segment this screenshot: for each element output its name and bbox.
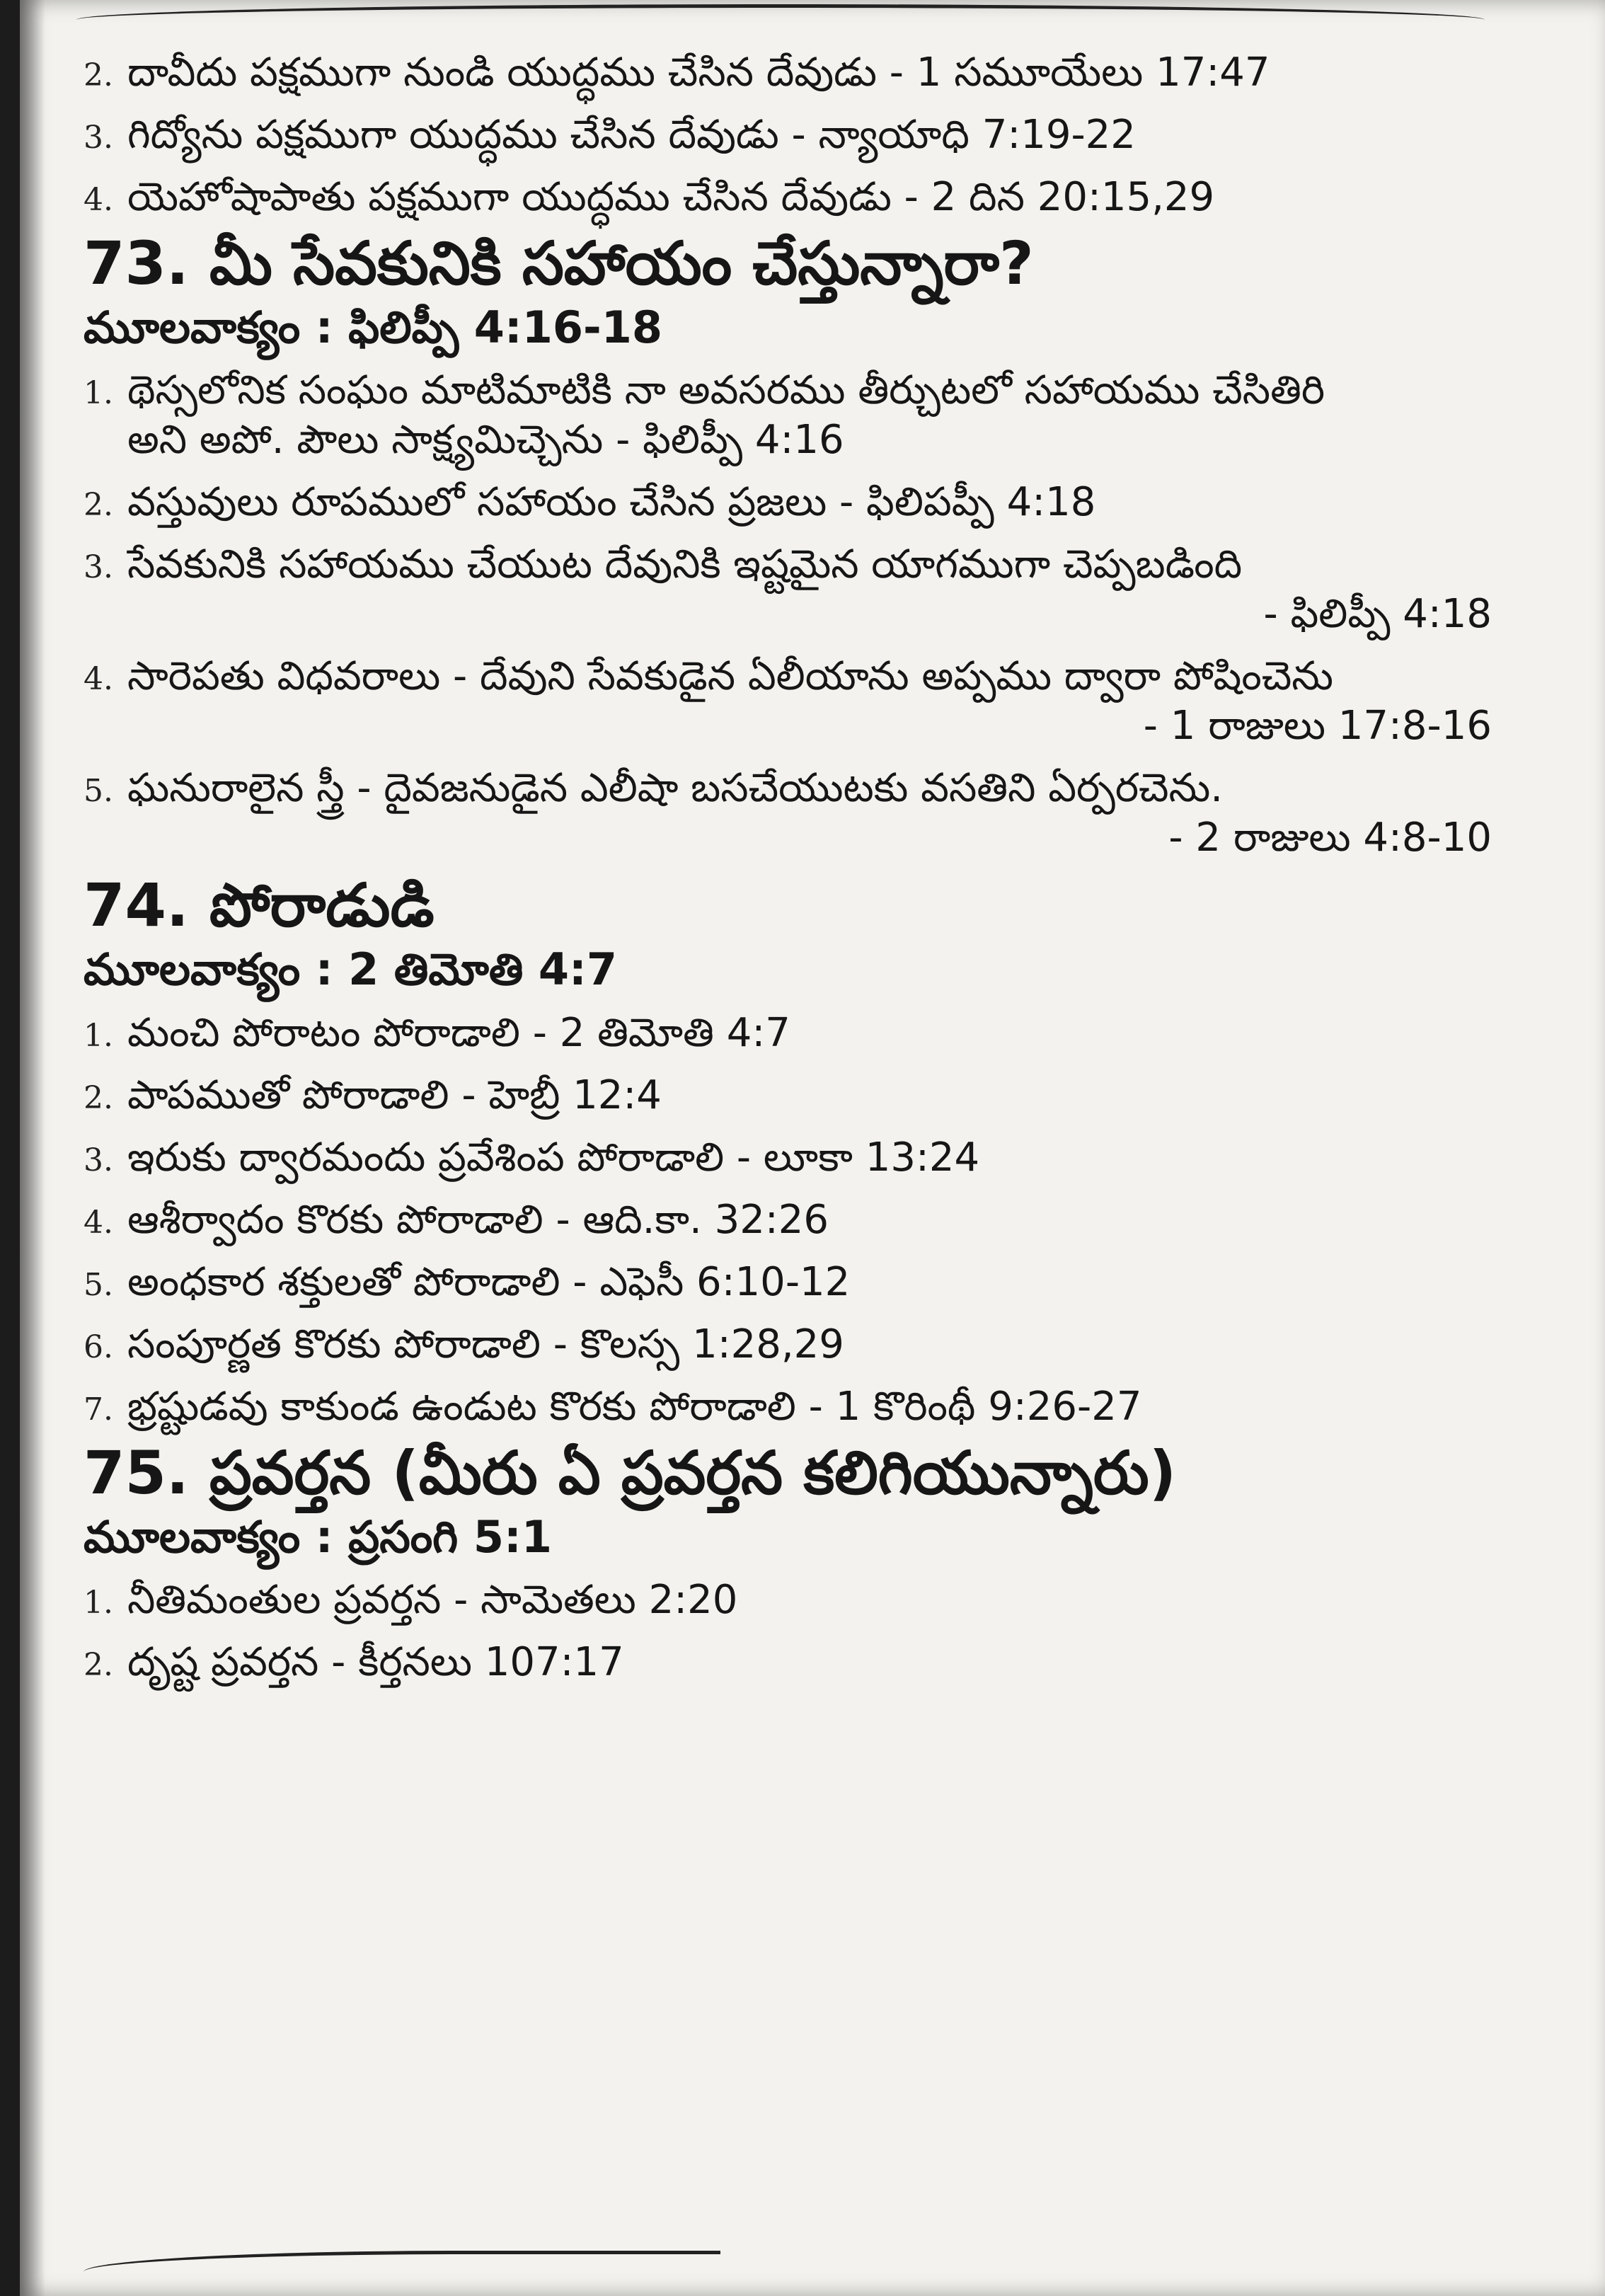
item-text: థెస్సలోనిక సంఘం మాటిమాటికి నా అవసరము తీర్చుటలో సహాయము చేసితిరి bbox=[127, 367, 1325, 414]
section-title: 73. మీ సేవకునికి సహాయం చేస్తున్నారా? bbox=[84, 229, 1034, 298]
item-reference: - 2 రాజులు 4:8-10 bbox=[1168, 815, 1492, 861]
item-number: 1. bbox=[84, 1585, 113, 1621]
item-number: 2. bbox=[84, 57, 113, 93]
item-text: దృష్ట ప్రవర్తన - కీర్తనలు 107:17 bbox=[127, 1639, 624, 1686]
page-content bbox=[84, 14, 1492, 1687]
list-item bbox=[84, 764, 1492, 813]
item-number: 6. bbox=[84, 1328, 113, 1365]
item-number: 2. bbox=[84, 1647, 113, 1684]
bottom-rule-line bbox=[84, 2251, 720, 2283]
item-text: ఆశీర్వాదం కొరకు పోరాడాలి - ఆది.కా. 32:26 bbox=[127, 1196, 829, 1243]
item-number: 4. bbox=[84, 661, 113, 698]
item-number: 2. bbox=[84, 1079, 113, 1116]
book-page bbox=[20, 0, 1605, 2296]
item-text: సారెపతు విధవరాలు - దేవుని సేవకుడైన ఏలీయాను అప్పము ద్వారా పోషించెను bbox=[127, 653, 1333, 700]
section-title: 75. ప్రవర్తన (మీరు ఏ ప్రవర్తన కలిగియున్నారు) bbox=[84, 1437, 1177, 1508]
list-item bbox=[84, 1133, 1492, 1183]
item-text: మంచి పోరాటం పోరాడాలి - 2 తిమోతి 4:7 bbox=[127, 1009, 790, 1056]
list-item bbox=[84, 366, 1492, 415]
item-text: ఘనురాలైన స్త్రీ - దైవజనుడైన ఎలీషా బసచేయుటకు వసతిని ఏర్పరచెను. bbox=[127, 765, 1224, 812]
item-number: 2. bbox=[84, 487, 113, 524]
key-verse: మూలవాక్యం : 2 తిమోతి 4:7 bbox=[84, 943, 617, 996]
item-text: భ్రష్టుడవు కాకుండ ఉండుట కొరకు పోరాడాలి - 1 కొరింథీ 9:26-27 bbox=[127, 1383, 1142, 1430]
item-number: 4. bbox=[84, 1204, 113, 1241]
item-number: 5. bbox=[84, 1266, 113, 1303]
item-number: 3. bbox=[84, 120, 113, 156]
list-item bbox=[84, 478, 1492, 527]
item-reference: - 1 రాజులు 17:8-16 bbox=[1143, 703, 1492, 750]
list-item bbox=[84, 652, 1492, 701]
item-text: వస్తువులు రూపములో సహాయం చేసిన ప్రజలు - ఫిలిపప్పీ 4:18 bbox=[127, 479, 1096, 526]
list-item bbox=[84, 1071, 1492, 1120]
list-item bbox=[84, 540, 1492, 590]
item-text: గిద్యోను పక్షముగా యుద్ధము చేసిన దేవుడు - న్యాయాధి 7:19-22 bbox=[127, 112, 1136, 158]
item-number: 1. bbox=[84, 375, 113, 412]
item-text: ఇరుకు ద్వారమందు ప్రవేశింప పోరాడాలి - లూకా 13:24 bbox=[127, 1134, 980, 1181]
item-number: 4. bbox=[84, 182, 113, 218]
item-text: యెహోషాపాతు పక్షముగా యుద్ధము చేసిన దేవుడు - 2 దిన 20:15,29 bbox=[127, 174, 1215, 220]
list-item bbox=[84, 110, 1492, 160]
item-number: 7. bbox=[84, 1391, 113, 1428]
item-text: సేవకునికి సహాయము చేయుట దేవునికి ఇష్టమైన యాగముగా చెప్పబడింది bbox=[127, 541, 1243, 588]
item-text: దావీదు పక్షముగా నుండి యుద్ధము చేసిన దేవుడు - 1 సమూయేలు 17:47 bbox=[127, 50, 1270, 96]
item-text-continuation: అని అపో. పౌలు సాక్ష్యమిచ్చెను - ఫిలిప్పీ 4:16 bbox=[127, 417, 844, 464]
item-number: 3. bbox=[84, 549, 113, 586]
item-text: పాపముతో పోరాడాలి - హెబ్రీ 12:4 bbox=[127, 1072, 662, 1118]
list-item bbox=[84, 1638, 1492, 1687]
list-item bbox=[84, 1009, 1492, 1058]
list-item bbox=[84, 1195, 1492, 1245]
list-item bbox=[84, 48, 1492, 98]
item-text: సంపూర్ణత కొరకు పోరాడాలి - కొలస్స 1:28,29 bbox=[127, 1321, 844, 1367]
previous-section-items bbox=[84, 48, 1492, 222]
list-item bbox=[84, 1320, 1492, 1370]
section-75 bbox=[84, 1437, 1492, 1687]
item-number: 1. bbox=[84, 1017, 113, 1054]
item-number: 5. bbox=[84, 773, 113, 810]
section-title: 74. పోరాడుడి bbox=[84, 871, 435, 941]
item-number: 3. bbox=[84, 1142, 113, 1178]
list-item bbox=[84, 1575, 1492, 1625]
item-text: నీతిమంతుల ప్రవర్తన - సామెతలు 2:20 bbox=[127, 1577, 738, 1624]
section-73 bbox=[84, 228, 1492, 863]
key-verse: మూలవాక్యం : ప్రసంగి 5:1 bbox=[84, 1510, 552, 1563]
item-text: అంధకార శక్తులతో పోరాడాలి - ఎఫెసీ 6:10-12 bbox=[127, 1258, 851, 1305]
key-verse: మూలవాక్యం : ఫిలిప్పీ 4:16-18 bbox=[84, 301, 662, 353]
item-reference: - ఫిలిప్పీ 4:18 bbox=[1263, 591, 1492, 638]
list-item bbox=[84, 1258, 1492, 1307]
list-item bbox=[84, 173, 1492, 222]
list-item-continuation bbox=[84, 415, 1492, 465]
section-74 bbox=[84, 870, 1492, 1431]
list-item bbox=[84, 1382, 1492, 1432]
